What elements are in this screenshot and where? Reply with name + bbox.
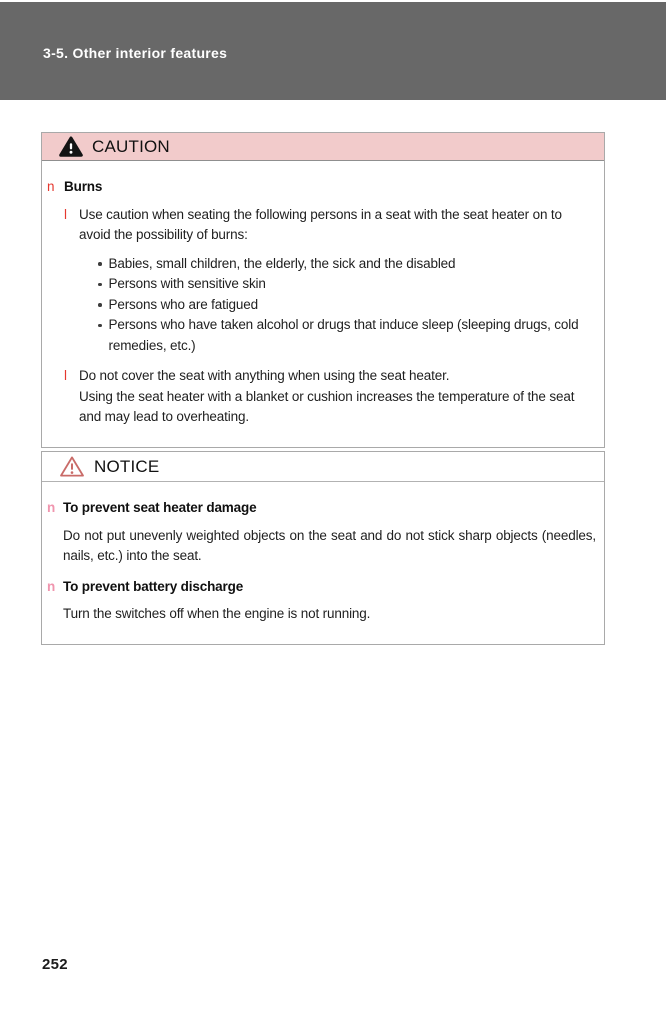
section-marker: n <box>47 500 56 515</box>
caution-item-text: Use caution when seating the following persons in a seat with the seat heater on to avoid the possibility of burns: <box>79 206 562 242</box>
notice-section-text: Turn the switches off when the engine is not running. <box>63 606 371 621</box>
bullet-dot-icon <box>98 324 102 328</box>
list-item <box>79 315 596 356</box>
bullet-text: Babies, small children, the elderly, the sick and the disabled <box>108 255 456 271</box>
bullet-dot-icon <box>98 262 102 266</box>
notice-section-title: To prevent seat heater damage <box>63 500 257 515</box>
list-item <box>79 295 596 316</box>
bullet-text: Persons with sensitive skin <box>108 276 266 291</box>
caution-box-body <box>42 161 604 447</box>
bullet-dot-icon <box>98 303 102 307</box>
item-marker: l <box>64 368 67 383</box>
notice-box-header <box>42 452 604 482</box>
section-marker: n <box>47 578 56 594</box>
list-item <box>79 274 596 295</box>
notice-box-body <box>42 482 604 644</box>
caution-title: CAUTION <box>92 136 170 156</box>
notice-title: NOTICE <box>94 456 160 476</box>
bullet-dot-icon <box>98 283 102 287</box>
chapter-title: 3-5. Other interior features <box>43 45 228 61</box>
caution-section-title: Burns <box>64 179 103 194</box>
caution-item-text: Do not cover the seat with anything when using the seat heater. <box>79 368 450 383</box>
bullet-text: Persons who are fatigued <box>108 296 258 312</box>
caution-item <box>64 205 596 357</box>
notice-section-heading <box>47 577 596 598</box>
notice-box <box>41 451 605 645</box>
warning-triangle-outline-icon <box>59 455 85 478</box>
bullet-text: Persons who have taken alcohol or drugs that induce sleep (sleeping drugs, cold remedies, etc.) <box>108 317 579 353</box>
caution-box-header <box>42 133 604 161</box>
caution-item-body <box>79 366 596 428</box>
caution-item-body <box>79 205 596 357</box>
item-marker: l <box>64 206 67 222</box>
caution-item-text-continued: Using the seat heater with a blanket or cushion increases the temperature of the seat and may lead to overheating. <box>79 388 575 424</box>
caution-bullet-list <box>79 254 596 357</box>
caution-section-heading <box>47 177 596 198</box>
notice-section-text: Do not put unevenly weighted objects on the seat and do not stick sharp objects (needles, nails, etc.) into the seat. <box>63 527 596 563</box>
list-item <box>79 254 596 275</box>
notice-section-heading <box>47 498 596 519</box>
caution-item <box>64 366 596 428</box>
chapter-header-band <box>0 2 666 100</box>
section-marker: n <box>47 179 55 194</box>
page-number: 252 <box>42 956 68 973</box>
warning-triangle-filled-icon <box>59 136 83 157</box>
caution-box <box>41 132 605 448</box>
notice-section-title: To prevent battery discharge <box>63 578 244 594</box>
